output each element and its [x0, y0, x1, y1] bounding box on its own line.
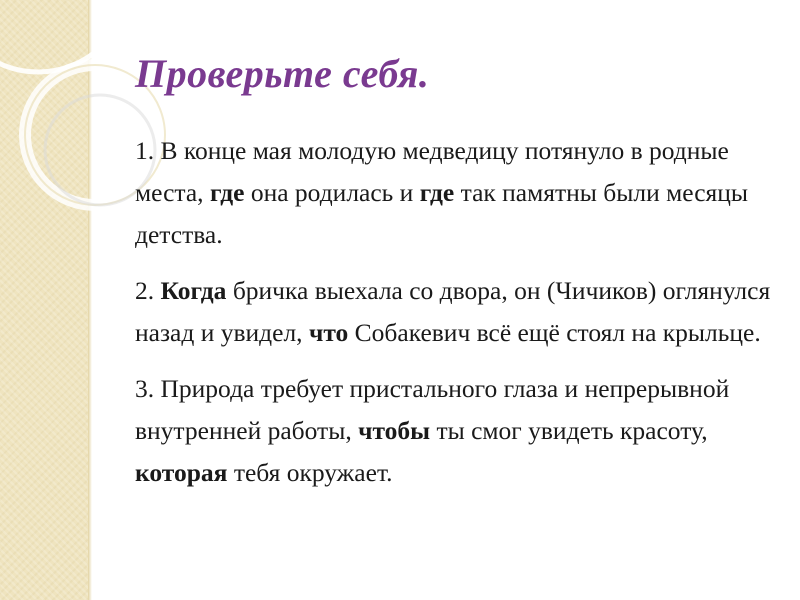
keyword-text: чтобы: [358, 416, 431, 445]
list-item: [135, 130, 775, 256]
keyword-text: Когда: [160, 276, 227, 305]
sentence-text: 1. В конце мая молодую медведицу потянуло в родные места,: [135, 136, 729, 207]
sentence-text: бричка выехала со двора, он (Чичиков) оглянулся назад и увидел,: [135, 276, 771, 347]
sentence-text: 2.: [135, 276, 161, 305]
list-item: [135, 270, 775, 354]
slide-content: [135, 130, 775, 508]
sentence-text: так памятны были месяцы детства.: [135, 178, 749, 249]
sentence-text: тебя окружает.: [227, 458, 393, 487]
sentence-text: она родилась и: [244, 178, 420, 207]
slide-title: Проверьте себя.: [135, 51, 430, 96]
side-band-edge: [88, 0, 92, 600]
decorative-side-band: [0, 0, 88, 600]
sentence-text: Собакевич всё ещё стоял на крыльце.: [348, 318, 761, 347]
keyword-text: где: [419, 178, 455, 207]
keyword-text: где: [209, 178, 245, 207]
sentence-text: 3. Природа требует пристального глаза и непрерывной внутренней работы,: [135, 374, 730, 445]
list-item: [135, 368, 775, 494]
keyword-text: что: [308, 318, 349, 347]
sentence-text: ты смог увидеть красоту,: [430, 416, 708, 445]
keyword-text: которая: [135, 458, 228, 487]
